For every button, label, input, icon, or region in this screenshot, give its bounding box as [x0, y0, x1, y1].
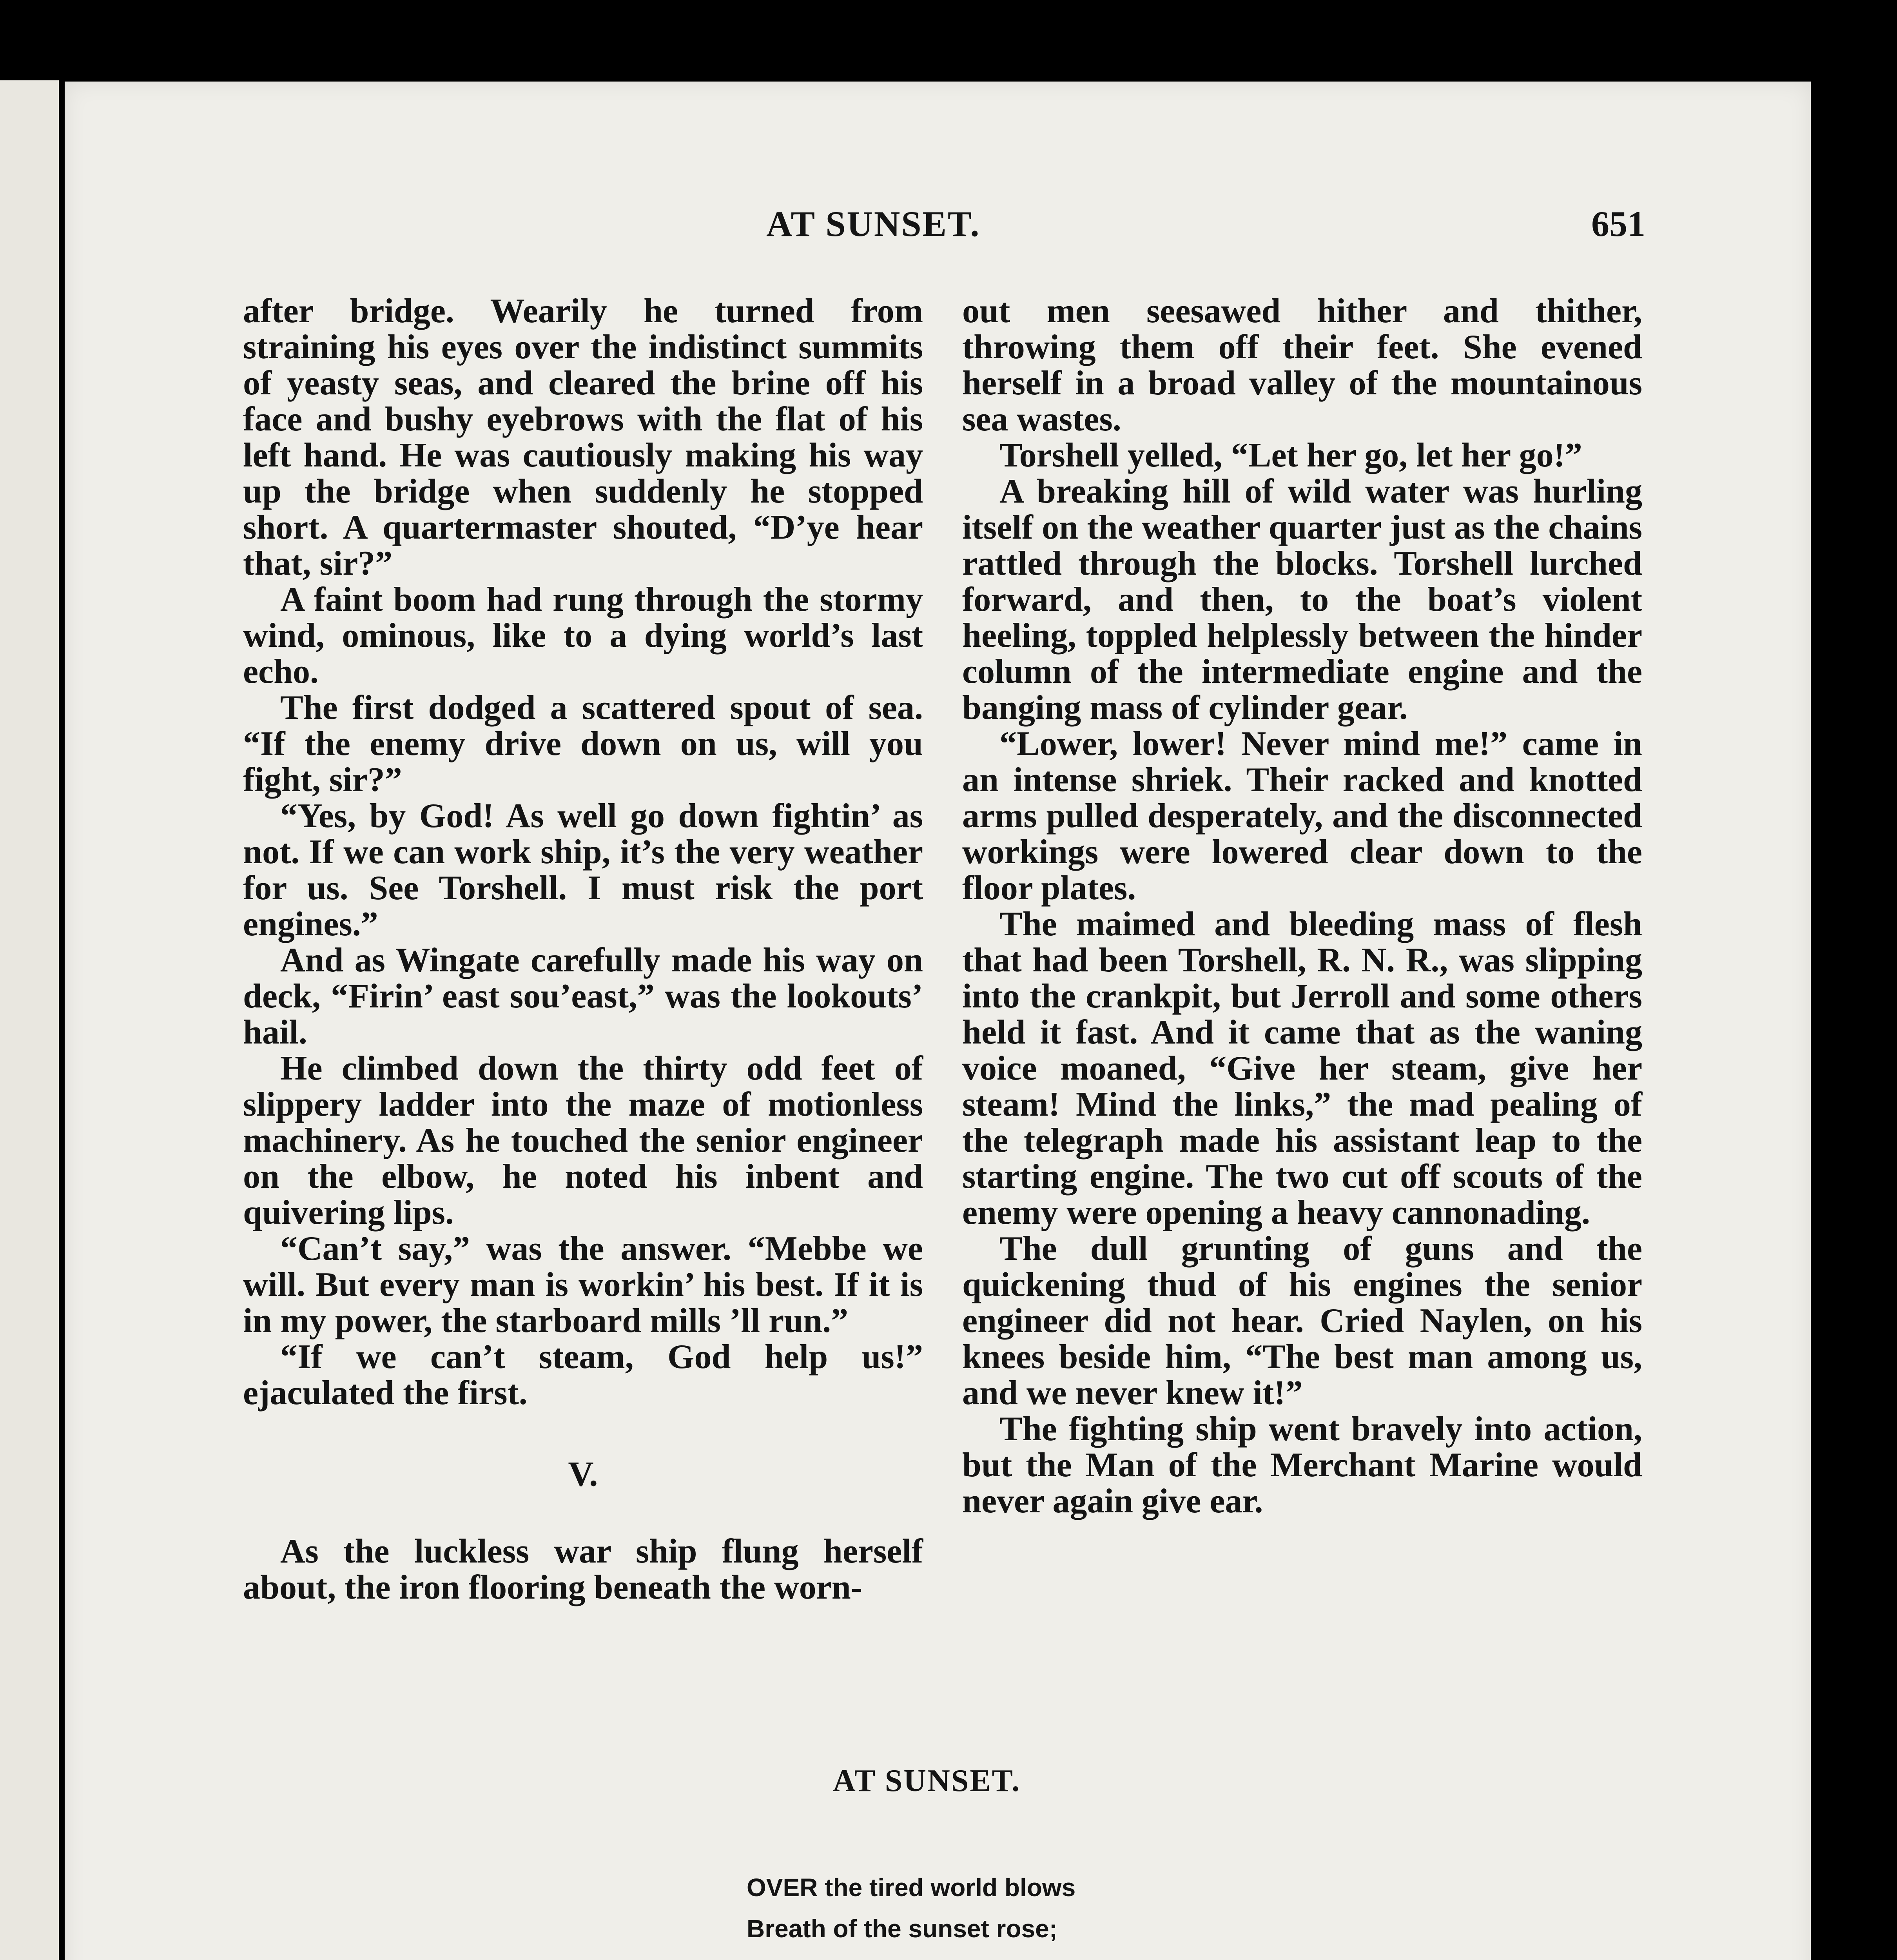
paragraph: “Can’t say,” was the answer. “Mebbe we will. But every man is workin’ his best. If it is in my power, the starboard mills ’ll run.” — [243, 1230, 923, 1340]
poem-lines — [747, 1867, 1120, 1960]
paragraph: “Lower, lower! Never mind me!” came in an intense shriek. Their racked and knotted arms pulled desperately, and the disconnected workings were lowered clear down to the floor plates. — [962, 725, 1642, 907]
running-head — [65, 203, 1811, 250]
poem-line: Breath of the sunset rose; — [747, 1915, 1058, 1943]
paragraph: As the luckless war ship flung herself about, the iron flooring beneath the worn- — [243, 1532, 923, 1606]
paragraph: And as Wingate carefully made his way on deck, “Firin’ east sou’east,” was the lookouts’ hail. — [243, 941, 923, 1051]
paragraph: after bridge. Wearily he turned from straining his eyes over the indistinct summits of yeasty seas, and cleared the brine off his face and bushy eyebrows with the flat of his left hand. He was cautiously making his way up the bridge when suddenly he stopped short. A quartermaster shouted, “D’ye hear that, sir?” — [243, 292, 923, 583]
paragraph: Torshell yelled, “Let her go, let her go!” — [999, 436, 1582, 474]
paragraph: out men seesawed hither and thither, throwing them off their feet. She evened herself in a broad valley of the mountainous sea wastes. — [962, 292, 1642, 438]
poem-stanza — [747, 1867, 1120, 1949]
left-column — [243, 293, 923, 1606]
paragraph: The maimed and bleeding mass of flesh that had been Torshell, R. N. R., was slipping into the crankpit, but Jerroll and some others held it fast. And it came that as the waning voice moaned, “Give her steam, give her steam! Mind the links,” the mad pealing of the telegraph made his assistant leap to the starting engine. The two cut off scouts of the enemy were opening a heavy cannonading. — [962, 905, 1642, 1232]
paragraph: The dull grunting of guns and the quickening thud of his engines the senior engineer did not hear. Cried Naylen, on his knees beside him, “The best man among us, and we never knew it!” — [962, 1230, 1642, 1412]
right-column — [962, 293, 1642, 1519]
poem-line: OVER the tired world blows — [747, 1873, 1076, 1902]
running-title: AT SUNSET. — [766, 204, 981, 244]
paragraph: He climbed down the thirty odd feet of slippery ladder into the maze of motionless machinery. As he touched the senior engineer on the elbow, he noted his inbent and quivering lips. — [243, 1049, 923, 1232]
paragraph: A breaking hill of wild water was hurling itself on the weather quarter just as the chains rattled through the blocks. Torshell lurched forward, and then, to the boat’s violent heeling, toppled helplessly between the hinder column of the intermediate engine and the banging mass of cylinder gear. — [962, 472, 1642, 727]
section-heading: V. — [568, 1455, 598, 1494]
paragraph: “Yes, by God! As well go down fightin’ as not. If we can work ship, it’s the very weather for us. See Torshell. I must risk the port engines.” — [243, 797, 923, 943]
page-number: 651 — [1591, 204, 1645, 244]
paragraph: “If we can’t steam, God help us!” ejaculated the first. — [243, 1338, 923, 1412]
previous-page-edge — [0, 80, 59, 1960]
poem-title: AT SUNSET. — [833, 1764, 1021, 1798]
paragraph: A faint boom had rung through the stormy wind, ominous, like to a dying world’s last echo. — [243, 581, 923, 691]
paragraph: The first dodged a scattered spout of sea. “If the enemy drive down on us, will you fight, sir?” — [243, 689, 923, 799]
paragraph: The fighting ship went bravely into action, but the Man of the Merchant Marine would never again give ear. — [962, 1410, 1642, 1520]
magazine-page — [65, 82, 1811, 1960]
